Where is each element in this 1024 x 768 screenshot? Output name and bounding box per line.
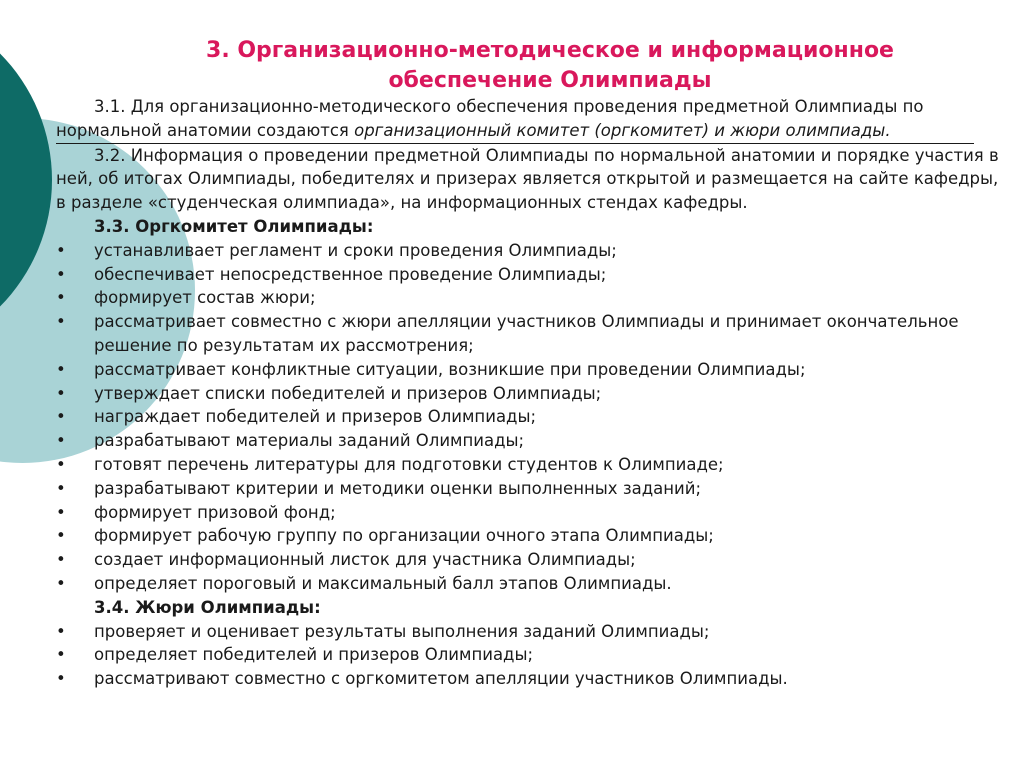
list-item — [56, 620, 1006, 644]
list-item-text: формирует состав жюри; — [94, 288, 316, 308]
list-item — [56, 572, 1006, 596]
paragraph-3-1-italic: организационный комитет (оргкомитет) и жюри олимпиады. — [354, 120, 891, 140]
list-item — [56, 310, 1006, 358]
title-line-1: 3. Организационно-методическое и информационное — [206, 38, 894, 63]
paragraph-3-1-text: 3.1. Для организационно-методического обеспечения проведения предметной Олимпиады по нормальной анатомии создаются — [56, 97, 924, 140]
bullet-icon: • — [56, 621, 66, 641]
bullet-icon: • — [56, 550, 66, 570]
bullet-icon: • — [56, 288, 66, 308]
list-item-text: рассматривает конфликтные ситуации, возникшие при проведении Олимпиады; — [94, 359, 806, 379]
bullet-icon: • — [56, 526, 66, 546]
list-item-text: награждает победителей и призеров Олимпиады; — [94, 407, 537, 427]
list-item — [56, 453, 1006, 477]
list-item-text: утверждает списки победителей и призеров Олимпиады; — [94, 383, 602, 403]
list-item — [56, 667, 1006, 691]
list-item — [56, 263, 1006, 287]
list-item — [56, 382, 1006, 406]
list-item — [56, 643, 1006, 667]
list-item-text: проверяет и оценивает результаты выполнения заданий Олимпиады; — [94, 621, 710, 641]
bullet-icon: • — [56, 407, 66, 427]
list-item — [56, 548, 1006, 572]
bullet-icon: • — [56, 478, 66, 498]
list-item-text: формирует рабочую группу по организации очного этапа Олимпиады; — [94, 526, 714, 546]
title-line-2: обеспечение Олимпиады — [388, 68, 712, 93]
bullet-icon: • — [56, 240, 66, 260]
paragraph-3-1 — [56, 95, 974, 144]
list-item-text: готовят перечень литературы для подготовки студентов к Олимпиаде; — [94, 454, 724, 474]
list-item — [56, 429, 1006, 453]
bullet-icon: • — [56, 573, 66, 593]
list-item-text: рассматривают совместно с оргкомитетом апелляции участников Олимпиады. — [94, 669, 788, 689]
slide-title — [120, 36, 980, 96]
list-item — [56, 239, 1006, 263]
list-item — [56, 501, 1006, 525]
list-item-text: формирует призовой фонд; — [94, 502, 336, 522]
section-3-3-heading: 3.3. Оргкомитет Олимпиады: — [94, 216, 374, 236]
bullet-icon: • — [56, 431, 66, 451]
section-3-3-list — [56, 239, 1006, 596]
list-item-text: обеспечивает непосредственное проведение Олимпиады; — [94, 264, 607, 284]
bullet-icon: • — [56, 454, 66, 474]
bullet-icon: • — [56, 669, 66, 689]
slide-body — [56, 95, 1006, 691]
list-item-text: определяет пороговый и максимальный балл этапов Олимпиады. — [94, 573, 672, 593]
list-item — [56, 524, 1006, 548]
bullet-icon: • — [56, 264, 66, 284]
list-item — [56, 286, 1006, 310]
bullet-icon: • — [56, 383, 66, 403]
bullet-icon: • — [56, 312, 66, 332]
list-item-text: рассматривает совместно с жюри апелляции участников Олимпиады и принимает окончательное решение по результатам их рассмотрения; — [94, 312, 959, 355]
list-item-text: разрабатывают критерии и методики оценки выполненных заданий; — [94, 478, 702, 498]
list-item-text: устанавливает регламент и сроки проведения Олимпиады; — [94, 240, 617, 260]
section-3-4-list — [56, 620, 1006, 691]
bullet-icon: • — [56, 359, 66, 379]
bullet-icon: • — [56, 502, 66, 522]
paragraph-3-2: 3.2. Информация о проведении предметной Олимпиады по нормальной анатомии и порядке участия в ней, об итогах Олимпиады, победителях и призерах является открытой и размещается на сайте кафедры, в разделе «студенческая олимпиада», на информационных стендах кафедры. — [56, 145, 999, 213]
list-item-text: разрабатывают материалы заданий Олимпиады; — [94, 431, 525, 451]
list-item — [56, 477, 1006, 501]
list-item — [56, 358, 1006, 382]
section-3-4-heading: 3.4. Жюри Олимпиады: — [94, 597, 321, 617]
list-item-text: создает информационный листок для участника Олимпиады; — [94, 550, 636, 570]
bullet-icon: • — [56, 645, 66, 665]
list-item — [56, 405, 1006, 429]
list-item-text: определяет победителей и призеров Олимпиады; — [94, 645, 534, 665]
